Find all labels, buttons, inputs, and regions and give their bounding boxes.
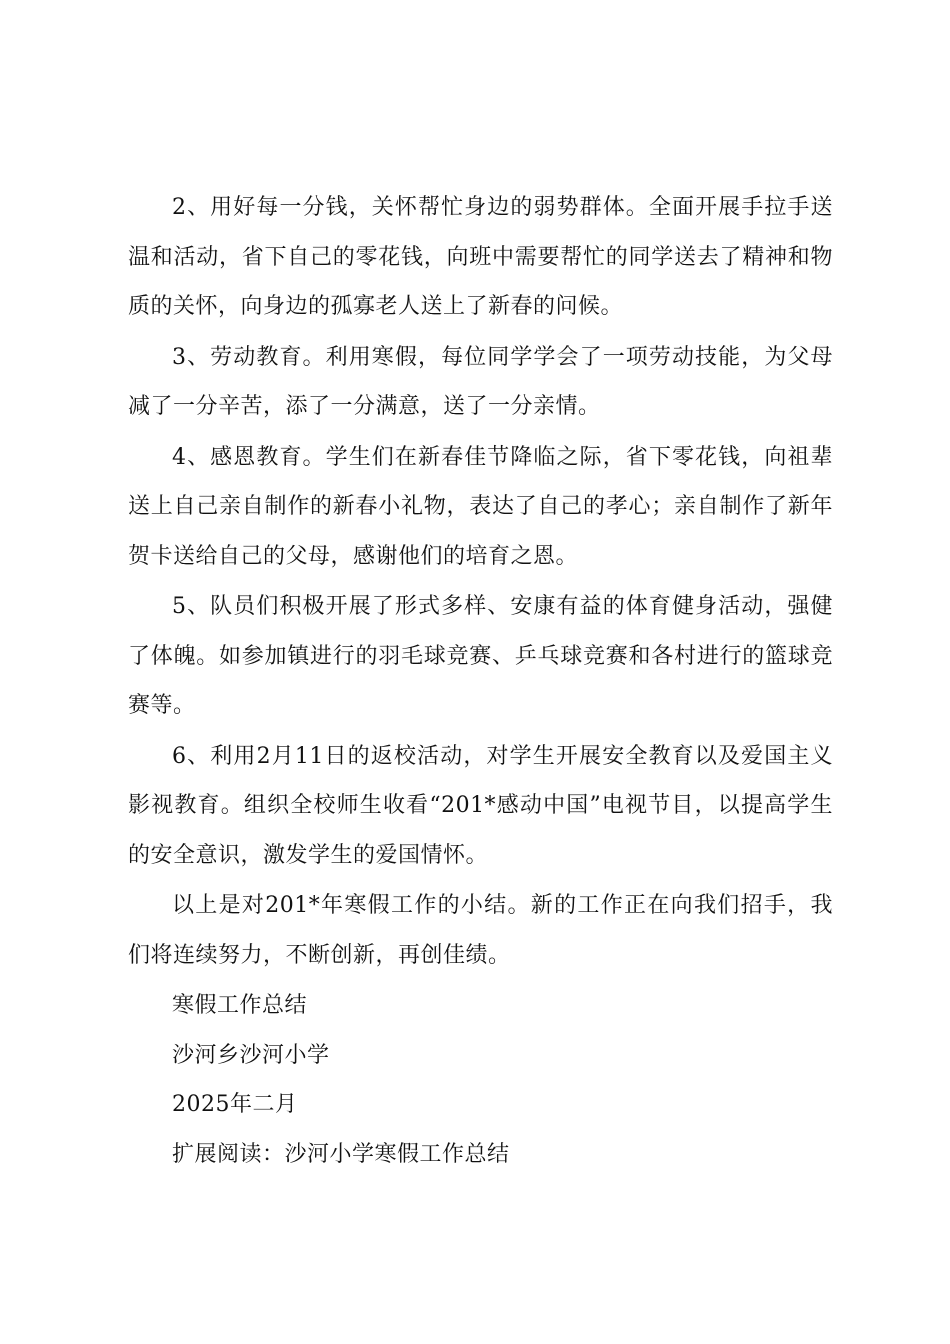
signature-school: 沙河乡沙河小学 bbox=[172, 1042, 330, 1068]
paragraph-gratitude-education: 4、感恩教育。学生们在新春佳节降临之际，省下零花钱，向祖辈送上自己亲自制作的新春小礼物，表达了自己的孝心；亲自制作了新年贺卡送给自己的父母，感谢他们的培育之恩。 bbox=[128, 444, 833, 569]
document-page bbox=[128, 183, 833, 1179]
paragraph-safety-education: 6、利用2月11日的返校活动，对学生开展安全教育以及爱国主义影视教育。组织全校师生收看“201*感动中国”电视节目，以提高学生的安全意识，激发学生的爱国情怀。 bbox=[128, 743, 833, 868]
signature-date: 2025年二月 bbox=[172, 1092, 298, 1117]
paragraph-summary: 以上是对201*年寒假工作的小结。新的工作正在向我们招手，我们将连续努力，不断创新，再创佳绩。 bbox=[128, 893, 833, 968]
signature-title: 寒假工作总结 bbox=[172, 993, 308, 1018]
paragraph-sports-activities: 5、队员们积极开展了形式多样、安康有益的体育健身活动，强健了体魄。如参加镇进行的羽毛球竞赛、乒乓球竞赛和各村进行的篮球竞赛等。 bbox=[128, 594, 833, 718]
paragraph-money-care: 2、用好每一分钱，关怀帮忙身边的弱势群体。全面开展手拉手送温和活动，省下自己的零花钱，向班中需要帮忙的同学送去了精神和物质的关怀，向身边的孤寡老人送上了新春的问候。 bbox=[128, 195, 833, 319]
extended-reading-heading: 扩展阅读：沙河小学寒假工作总结 bbox=[172, 1141, 510, 1167]
paragraph-labor-education: 3、劳动教育。利用寒假，每位同学学会了一项劳动技能，为父母减了一分辛苦，添了一分满意，送了一分亲情。 bbox=[128, 344, 833, 419]
